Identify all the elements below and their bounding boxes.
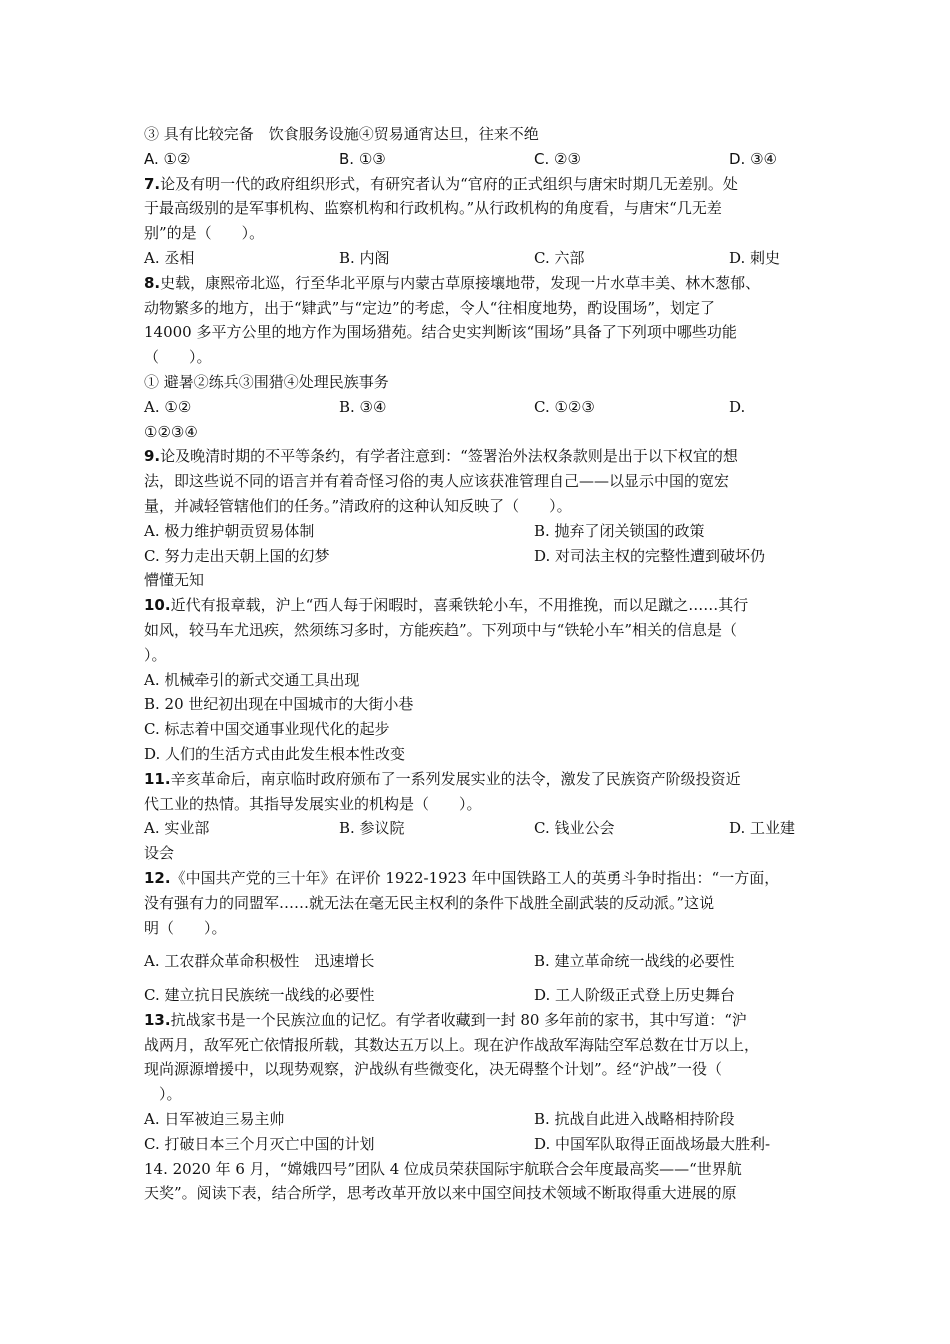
q9-stem-line-1: 9.论及晚清时期的不平等条约，有学者注意到：“签署治外法权条款则是出于以下权宜的想 [144,447,738,466]
q9-option-c[interactable]: C. 努力走出天朝上国的幻梦 [144,546,330,565]
q7-stem-line-3: 别”的是（ ）。 [144,224,265,243]
q9-number: 9. [144,447,161,466]
exam-page [144,122,814,1206]
q10-option-a[interactable]: A. 机械牵引的新式交通工具出现 [144,670,360,689]
q12-stem-line-2: 没有强有力的同盟军……就无法在毫无民主权利的条件下战胜全副武装的反动派。”这说 [144,893,715,912]
q11-stem-line-2: 代工业的热情。其指导发展实业的机构是（ ）。 [144,794,482,813]
q7-option-d[interactable]: D. 刺史 [729,248,781,267]
q10-option-b[interactable]: B. 20 世纪初出现在中国城市的大街小巷 [144,695,414,714]
q7-option-a[interactable]: A. 丞相 [144,248,195,267]
q8-stem-line-4: （ ）。 [144,348,212,367]
q9-option-b[interactable]: B. 抛弃了闭关锁国的政策 [534,521,705,540]
q14-stem-line-1: 14. 2020 年 6 月，“嫦娥四号”团队 4 位成员荣获国际宇航联合会年度最高奖——“世界航 [144,1159,742,1178]
q8-options [144,395,814,420]
q11-options [144,816,814,841]
q12-option-b[interactable]: B. 建立革命统一战线的必要性 [534,952,735,971]
q8-number: 8. [144,273,161,292]
q7-option-c[interactable]: C. 六部 [534,248,585,267]
q13-option-d[interactable]: D. 中国军队取得正面战场最大胜利- [534,1134,771,1153]
q9-options-row-2 [144,544,814,569]
q8-option-d-wrap[interactable]: ①②③④ [144,422,198,441]
q8-stem-line-1: 8.史载，康熙帝北巡，行至华北平原与内蒙古草原接壤地带，发现一片水草丰美、林木葱郁、 [144,273,761,292]
q12-options-row-2 [144,983,814,1008]
q8-option-c[interactable]: C. ①②③ [534,397,595,416]
q10-stem-line-1: 10.近代有报章载，沪上“西人每于闲暇时，喜乘铁轮小车，不用推挽，而以足蹴之……其行 [144,596,749,615]
q9-option-a[interactable]: A. 极力维护朝贡贸易体制 [144,521,315,540]
q6-item-line: ③ 具有比较完备 饮食服务设施④贸易通宵达旦，往来不绝 [144,125,539,143]
q11-number: 11. [144,769,171,788]
q10-option-c[interactable]: C. 标志着中国交通事业现代化的起步 [144,720,390,739]
q7-options [144,246,814,271]
q13-stem-line-2: 战两月，敌军死亡依情报所载，其数达五万以上。现在沪作战敌军海陆空军总数在廿万以上， [144,1035,760,1054]
q8-items: ① 避暑②练兵③围猎④处理民族事务 [144,372,389,391]
q13-option-a[interactable]: A. 日军被迫三易主帅 [144,1110,285,1129]
q6-options [144,147,814,172]
q6-option-d[interactable]: D. ③④ [729,149,777,168]
q13-option-b[interactable]: B. 抗战自此进入战略相持阶段 [534,1110,735,1129]
q11-option-a[interactable]: A. 实业部 [144,819,210,838]
q13-stem-line-4: ）。 [144,1085,182,1104]
q13-options-row-1 [144,1107,814,1132]
q11-option-d-wrap[interactable]: 设会 [144,844,175,863]
q13-number: 13. [144,1010,171,1029]
q12-stem-line-1: 12.《中国共产党的三十年》在评价 1922-1923 年中国铁路工人的英勇斗争时指出：“一方面， [144,868,780,887]
q8-stem-line-3: 14000 多平方公里的地方作为围场猎苑。结合史实判断该“围场”具备了下列项中哪些功能 [144,323,737,342]
q8-option-b[interactable]: B. ③④ [339,397,387,416]
q12-option-c[interactable]: C. 建立抗日民族统一战线的必要性 [144,986,375,1005]
q11-stem-line-1: 11.辛亥革命后，南京临时政府颁布了一系列发展实业的法令，激发了民族资产阶级投资近 [144,769,741,788]
q8-option-d[interactable]: D. [729,397,746,416]
q10-stem-line-3: ）。 [144,645,167,664]
q8-stem-line-2: 动物繁多的地方，出于“肄武”与“定边”的考虑，令人“往相度地势，酌设围场”，划定了 [144,298,716,317]
q10-option-d[interactable]: D. 人们的生活方式由此发生根本性改变 [144,744,406,763]
q12-stem-line-3: 明（ ）。 [144,918,227,937]
q14-stem-line-2: 天奖”。阅读下表，结合所学，思考改革开放以来中国空间技术领域不断取得重大进展的原 [144,1184,737,1203]
q13-option-c[interactable]: C. 打破日本三个月灭亡中国的计划 [144,1134,375,1153]
q7-option-b[interactable]: B. 内阁 [339,248,390,267]
q7-stem-line-2: 于最高级别的是军事机构、监察机构和行政机构。”从行政机构的角度看，与唐宋“几无差 [144,199,722,218]
q11-option-c[interactable]: C. 钱业公会 [534,819,615,838]
q11-option-d[interactable]: D. 工业建 [729,819,796,838]
q13-stem-line-1: 13.抗战家书是一个民族泣血的记忆。有学者收藏到一封 80 多年前的家书，其中写道：“沪 [144,1010,747,1029]
q13-options-row-2 [144,1132,814,1157]
q8-option-a[interactable]: A. ①② [144,397,192,416]
q6-option-b[interactable]: B. ①③ [339,149,386,168]
q9-option-d[interactable]: D. 对司法主权的完整性遭到破坏仍 [534,546,766,565]
q12-option-a[interactable]: A. 工农群众革命积极性 迅速增长 [144,952,375,971]
q7-number: 7. [144,174,161,193]
q11-option-b[interactable]: B. 参议院 [339,819,405,838]
q9-option-d-wrap[interactable]: 懵懂无知 [144,571,205,590]
q9-options-row-1 [144,519,814,544]
q10-stem-line-2: 如风，较马车尤迅疾，然须练习多时，方能疾趋”。下列项中与“铁轮小车”相关的信息是（ [144,620,738,639]
q12-number: 12. [144,868,171,887]
q9-stem-line-2: 法，即这些说不同的语言并有着奇怪习俗的夷人应该获准管理自己——以显示中国的宽宏 [144,472,730,491]
q10-number: 10. [144,596,171,615]
q13-stem-line-3: 现尚源源增援中，以现势观察，沪战纵有些微变化，决无碍整个计划”。经“沪战”一役（ [144,1060,723,1079]
q9-stem-line-3: 量，并减轻管辖他们的任务。”清政府的这种认知反映了（ ）。 [144,496,572,515]
q12-options-row-1 [144,949,814,974]
q7-stem-line-1: 7.论及有明一代的政府组织形式，有研究者认为“官府的正式组织与唐宋时期几无差别。处 [144,174,738,193]
q12-option-d[interactable]: D. 工人阶级正式登上历史舞台 [534,986,736,1005]
q6-option-a[interactable]: A. ①② [144,149,191,168]
q6-option-c[interactable]: C. ②③ [534,149,581,168]
